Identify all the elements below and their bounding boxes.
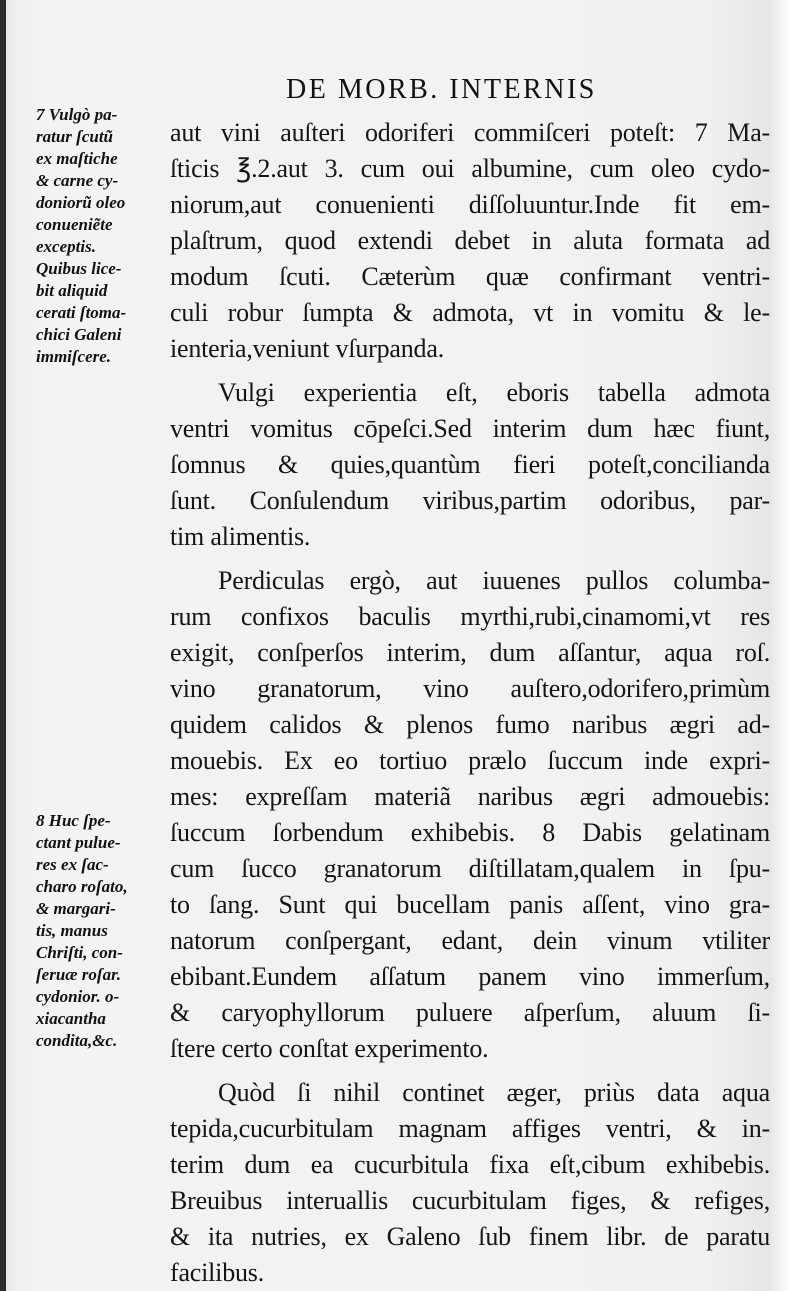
text-line: tim alimentis. [170,522,311,551]
margin-note-line: immiſcere. [36,347,112,366]
margin-note-line: condita,&c. [36,1031,118,1050]
paragraph-1 [170,115,770,367]
text-line: natorum conſpergant, edant, dein vinum vtiliter [170,926,770,955]
text-line: modum ſcuti. Cæterùm quæ confirmant ventri- [170,262,770,291]
margin-note-line: ratur ſcutũ [36,127,113,146]
margin-note-line: cydonior. o- [36,987,120,1006]
margin-note-line: Chriſti, con- [36,943,123,962]
margin-note-line: & margari- [36,899,116,918]
margin-note-line: Quibus lice- [36,259,122,278]
text-line: ſtere certo conſtat experimento. [170,1034,489,1063]
text-line: mouebis. Ex eo tortiuo prælo ſuccum inde expri- [170,746,770,775]
text-line: Vulgi experientia eſt, eboris tabella admota [218,378,770,407]
text-line: vino granatorum, vino auſtero,odorifero,primùm [170,674,770,703]
text-line: niorum,aut conuenienti diſſoluuntur.Inde fit em- [170,190,770,219]
margin-note-line: chici Galeni [36,325,122,344]
margin-note-line: ctant pulue- [36,833,121,852]
text-line: ventri vomitus cōpeſci.Sed interim dum hæc fiunt, [170,414,770,443]
margin-note-8 [36,810,186,1052]
margin-note-line: bit aliquid [36,281,108,300]
text-line: ſomnus & quies,quantùm fieri poteſt,concilianda [170,450,770,479]
margin-note-line: 8 Huc ſpe- [36,811,111,830]
text-line: plaſtrum, quod extendi debet in aluta formata ad [170,226,770,255]
paragraph-4 [170,1075,770,1291]
text-line: ſticis ℥.2.aut 3. cum oui albumine, cum oleo cydo- [170,154,770,183]
text-line: aut vini auſteri odoriferi commiſceri poteſt: 7 Ma- [170,118,770,147]
margin-note-line: ſeruæ roſar. [36,965,122,984]
text-line: tepida,cucurbitulam magnam affiges ventri, & in- [170,1114,770,1143]
margin-note-line: ex maſtiche [36,149,118,168]
text-line: ſunt. Conſulendum viribus,partim odoribus, par- [170,486,770,515]
text-line: Quòd ſi nihil continet æger, priùs data aqua [218,1078,770,1107]
margin-note-line: 7 Vulgò pa- [36,105,118,124]
text-line: rum confixos baculis myrthi,rubi,cinamomi,vt res [170,602,770,631]
text-line: ebibant.Eundem aſſatum panem vino immerſum, [170,962,770,991]
margin-note-line: charo roſato, [36,877,128,896]
text-line: Breuibus interuallis cucurbitulam figes, & refiges, [170,1186,770,1215]
text-line: cum ſucco granatorum diſtillatam,qualem in ſpu- [170,854,770,883]
margin-note-line: tis, manus [36,921,108,940]
margin-note-line: res ex ſac- [36,855,109,874]
paragraph-3 [170,563,770,1067]
running-head: DE MORB. INTERNIS [286,74,597,105]
text-line: to ſang. Sunt qui bucellam panis aſſent, vino gra- [170,890,770,919]
text-line: terim dum ea cucurbitula fixa eſt,cibum exhibebis. [170,1150,770,1179]
text-line: quidem calidos & plenos fumo naribus ægri ad- [170,710,770,739]
text-line: & ita nutries, ex Galeno ſub finem libr. de paratu [170,1222,770,1251]
margin-note-line: xiacantha [36,1009,106,1028]
text-line: & caryophyllorum puluere aſperſum, aluum ſi- [170,998,770,1027]
margin-note-7 [36,104,186,368]
text-line: Perdiculas ergò, aut iuuenes pullos columba- [218,566,770,595]
margin-note-line: exceptis. [36,237,96,256]
margin-note-line: conueniẽte [36,215,113,234]
text-line: ſuccum ſorbendum exhibebis. 8 Dabis gelatinam [170,818,770,847]
main-text [170,115,770,1291]
paragraph-2 [170,375,770,555]
text-line: culi robur ſumpta & admota, vt in vomitu & le- [170,298,770,327]
text-line: exigit, conſperſos interim, dum aſſantur, aqua roſ. [170,638,770,667]
text-line: ienteria,veniunt vſurpanda. [170,334,444,363]
text-line: mes: expreſſam materiã naribus ægri admouebis: [170,782,770,811]
margin-note-line: cerati ſtoma- [36,303,127,322]
margin-note-line: doniorũ oleo [36,193,126,212]
margin-note-line: & carne cy- [36,171,119,190]
text-line: facilibus. [170,1258,265,1287]
